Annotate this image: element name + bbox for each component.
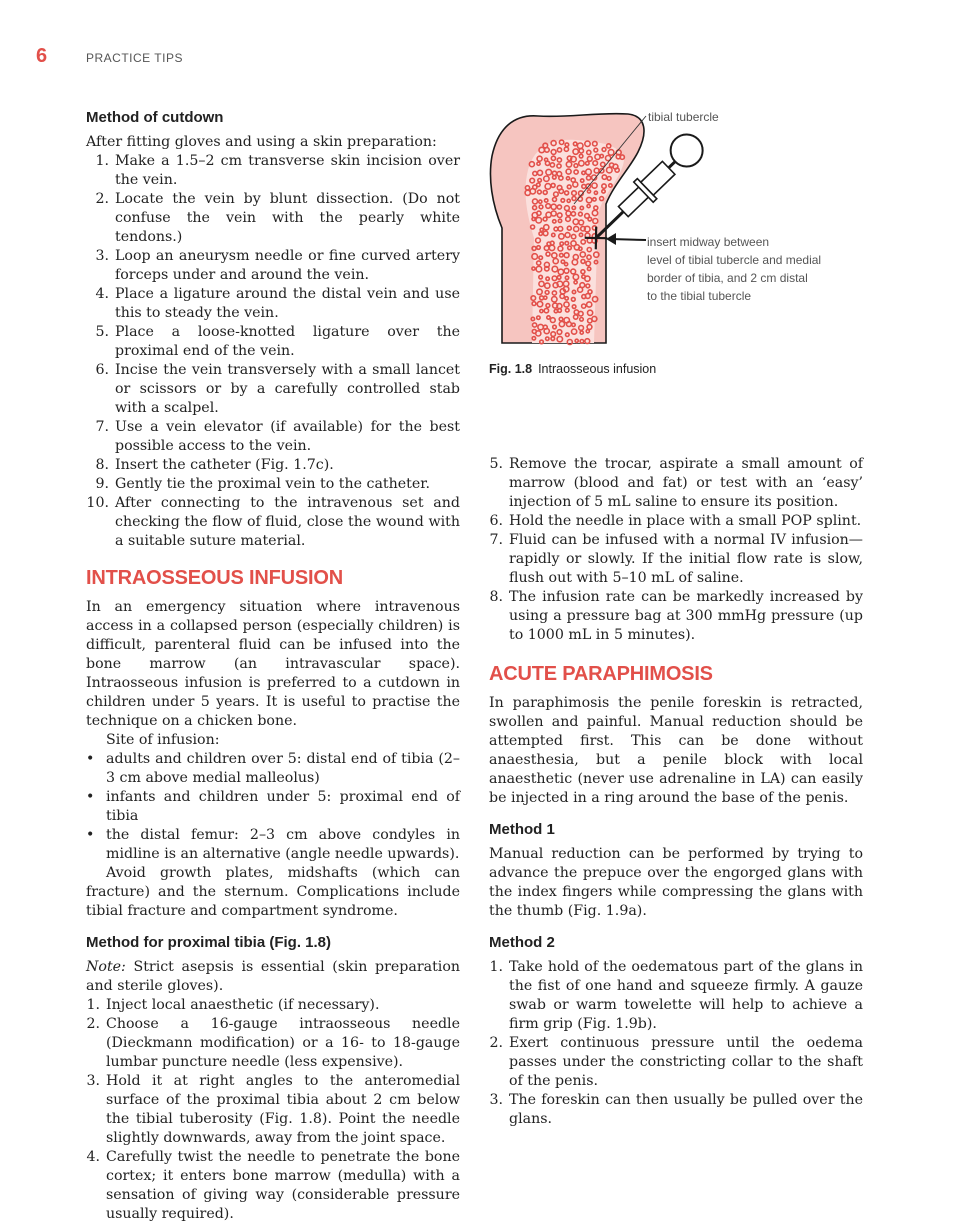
- site-item: [86, 788, 460, 826]
- item-number: 2.: [95, 191, 109, 207]
- list-item: [489, 455, 863, 512]
- item-text: After connecting to the intravenous set and checking the flow of fluid, close the wound with a suitable suture material.: [115, 495, 460, 549]
- item-number: 8.: [95, 457, 109, 473]
- cutdown-heading: Method of cutdown: [86, 109, 224, 126]
- item-text: Locate the vein by blunt dissection. (Do not confuse the vein with the pearly white tendons.): [115, 191, 460, 245]
- item-text: Place a ligature around the distal vein and use this to steady the vein.: [115, 286, 460, 321]
- caption-number: Fig. 1.8: [489, 362, 533, 376]
- bullet-icon: •: [86, 789, 95, 805]
- right-column: [489, 455, 863, 1129]
- tibia-figure: [488, 108, 868, 348]
- list-item: [86, 190, 460, 247]
- left-column: [86, 108, 460, 1224]
- item-text: Gently tie the proximal vein to the catheter.: [115, 476, 430, 492]
- insert-arrow: [606, 233, 646, 245]
- list-item: [489, 958, 863, 1034]
- list-item: [86, 475, 460, 494]
- item-text: Use a vein elevator (if available) for the best possible access to the vein.: [115, 419, 460, 454]
- item-number: 7.: [95, 419, 109, 435]
- item-number: 9.: [95, 476, 109, 492]
- item-number: 1.: [95, 153, 109, 169]
- site-text: adults and children over 5: distal end of tibia (2–3 cm above medial malleolus): [106, 751, 460, 786]
- list-item: [86, 418, 460, 456]
- method1-text: Manual reduction can be performed by trying to advance the prepuce over the engorged glans with the index fingers while compressing the glans with the thumb (Fig. 1.9a).: [489, 846, 863, 919]
- label-insert-point: [647, 233, 821, 305]
- site-item: [86, 750, 460, 788]
- list-item: [86, 996, 460, 1015]
- proximal-steps-continued: [489, 455, 863, 645]
- item-number: 6.: [489, 513, 503, 529]
- item-text: Insert the catheter (Fig. 1.7c).: [115, 457, 334, 473]
- bullet-icon: •: [86, 827, 95, 843]
- item-number: 4.: [86, 1149, 100, 1165]
- item-text: Place a loose-knotted ligature over the proximal end of the vein.: [115, 324, 460, 359]
- item-text: Make a 1.5–2 cm transverse skin incision over the vein.: [115, 153, 460, 188]
- item-text: Fluid can be infused with a normal IV infusion—rapidly or slowly. If the initial flow rate is slow, flush out with 5–10 mL of saline.: [509, 532, 863, 586]
- item-number: 5.: [489, 456, 503, 472]
- list-item: [86, 152, 460, 190]
- method1-heading: Method 1: [489, 821, 555, 838]
- list-item: [489, 531, 863, 588]
- item-number: 6.: [95, 362, 109, 378]
- note-label: Note:: [86, 959, 126, 975]
- list-item: [86, 323, 460, 361]
- running-title: PRACTICE TIPS: [86, 51, 183, 65]
- item-text: Incise the vein transversely with a small lancet or scissors or by a carefully controlled stab with a scalpel.: [115, 362, 460, 416]
- site-text: infants and children under 5: proximal end of tibia: [106, 789, 460, 824]
- page-number: 6: [36, 45, 48, 67]
- item-text: Hold the needle in place with a small POP splint.: [509, 513, 862, 529]
- label-insert-line: insert midway between: [647, 235, 770, 249]
- list-item: [489, 1091, 863, 1129]
- label-insert-line: border of tibia, and 2 cm distal: [647, 271, 808, 285]
- item-number: 3.: [95, 248, 109, 264]
- intraosseous-heading: INTRAOSSEOUS INFUSION: [86, 567, 343, 589]
- cutdown-steps: [86, 152, 460, 551]
- site-item: [86, 826, 460, 864]
- label-tibial-tubercle: tibial tubercle: [648, 110, 719, 124]
- item-text: Loop an aneurysm needle or fine curved artery forceps under and around the vein.: [115, 248, 460, 283]
- figure-caption: [489, 362, 656, 376]
- item-text: Inject local anaesthetic (if necessary).: [106, 997, 380, 1013]
- note-text: Strict asepsis is essential (skin preparation and sterile gloves).: [86, 959, 460, 994]
- list-item: [489, 1034, 863, 1091]
- list-item: [86, 247, 460, 285]
- item-text: The infusion rate can be markedly increased by using a pressure bag at 300 mmHg pressure (up to 1000 mL in 5 minutes).: [509, 589, 863, 643]
- list-item: [489, 588, 863, 645]
- cutdown-intro: After fitting gloves and using a skin preparation:: [86, 134, 437, 150]
- intraosseous-para1: In an emergency situation where intravenous access in a collapsed person (especially children) is difficult, parenteral fluid can be infused into the bone marrow (an intravascular space). Intraosseous infusion is preferred to a cutdown in children under 5 years. It is useful to practise the technique on a chicken bone.: [86, 599, 460, 729]
- list-item: [86, 1148, 460, 1224]
- list-item: [86, 1072, 460, 1148]
- item-text: Exert continuous pressure until the oedema passes under the constricting collar to the shaft of the penis.: [509, 1035, 863, 1089]
- method-proximal-heading: Method for proximal tibia (Fig. 1.8): [86, 934, 332, 951]
- list-item: [86, 361, 460, 418]
- list-item: [489, 512, 863, 531]
- item-text: Remove the trocar, aspirate a small amount of marrow (blood and fat) or test with an ‘easy’ injection of 5 mL saline to ensure its position.: [509, 456, 863, 510]
- paraphimosis-intro: In paraphimosis the penile foreskin is retracted, swollen and painful. Manual reduction should be attempted first. This can be done without anaesthesia, but a penile block with local anaesthetic (never use adrenaline in LA) can easily be injected in a ring around the base of the penis.: [489, 695, 863, 806]
- item-text: Carefully twist the needle to penetrate the bone cortex; it enters bone marrow (medulla) with a sensation of giving way (considerable pressure usually required).: [106, 1149, 460, 1222]
- label-insert-line: to the tibial tubercle: [647, 289, 752, 303]
- item-number: 8.: [489, 589, 503, 605]
- list-item: [86, 285, 460, 323]
- list-item: [86, 1015, 460, 1072]
- item-number: 10.: [86, 495, 109, 511]
- item-number: 1.: [86, 997, 100, 1013]
- item-text: Hold it at right angles to the anteromedial surface of the proximal tibia about 2 cm below the tibial tuberosity (Fig. 1.8). Point the needle slightly downwards, away from the joint space.: [106, 1073, 460, 1146]
- intraosseous-para2: Avoid growth plates, midshafts (which can fracture) and the sternum. Complications include tibial fracture and compartment syndrome.: [86, 865, 460, 919]
- item-number: 3.: [489, 1092, 503, 1108]
- caption-text: Intraosseous infusion: [538, 362, 657, 376]
- item-number: 2.: [86, 1016, 100, 1032]
- proximal-steps: [86, 996, 460, 1224]
- item-number: 1.: [489, 959, 503, 975]
- item-number: 3.: [86, 1073, 100, 1089]
- running-header: [36, 45, 183, 68]
- item-text: Choose a 16-gauge intraosseous needle (Dieckmann modification) or a 16- to 18-gauge lumbar puncture needle (less expensive).: [106, 1016, 460, 1070]
- item-number: 7.: [489, 532, 503, 548]
- item-text: The foreskin can then usually be pulled over the glans.: [509, 1092, 863, 1127]
- site-label: Site of infusion:: [106, 732, 220, 748]
- note-para: [86, 958, 460, 996]
- label-insert-line: level of tibial tubercle and medial: [647, 253, 822, 267]
- list-item: [86, 494, 460, 551]
- site-text: the distal femur: 2–3 cm above condyles in midline is an alternative (angle needle upwards).: [106, 827, 460, 862]
- paraphimosis-heading: ACUTE PARAPHIMOSIS: [489, 663, 713, 685]
- item-number: 4.: [95, 286, 109, 302]
- list-item: [86, 456, 460, 475]
- item-number: 2.: [489, 1035, 503, 1051]
- bullet-icon: •: [86, 751, 95, 767]
- item-number: 5.: [95, 324, 109, 340]
- site-list: [86, 750, 460, 864]
- method2-heading: Method 2: [489, 934, 555, 951]
- method2-steps: [489, 958, 863, 1129]
- item-text: Take hold of the oedematous part of the glans in the fist of one hand and squeeze firmly. A gauze swab or warm towelette will help to achieve a firm grip (Fig. 1.9b).: [509, 959, 863, 1032]
